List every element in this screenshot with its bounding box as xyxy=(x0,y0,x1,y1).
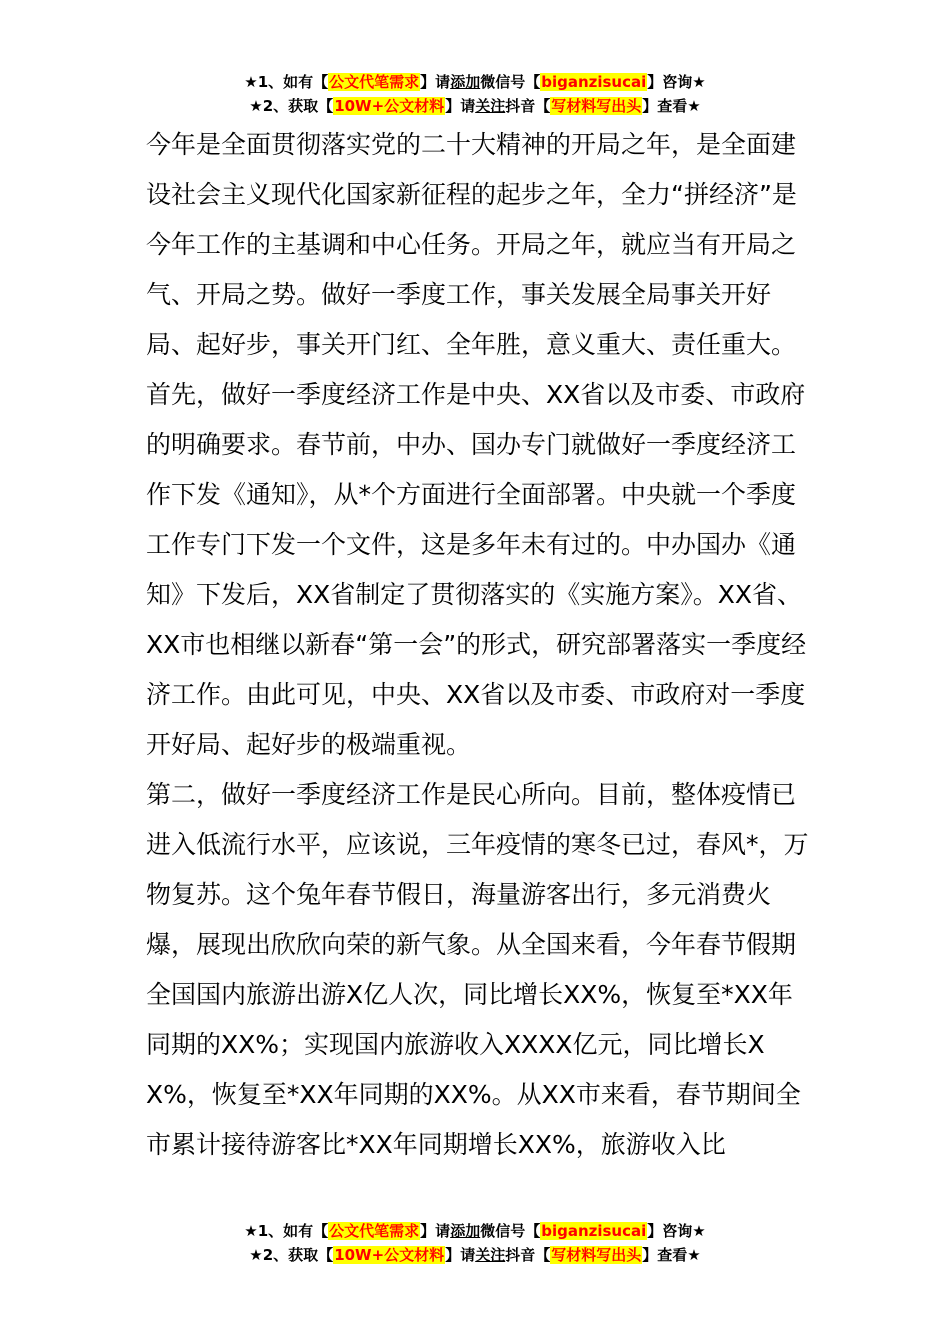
banner-line-2 xyxy=(0,1243,950,1267)
header-banner xyxy=(0,70,950,118)
banner-text: 抖音【 xyxy=(505,1246,551,1264)
paragraph-intro: 今年是全面贯彻落实党的二十大精神的开局之年，是全面建设社会主义现代化国家新征程的起步之年，全力“拼经济”是今年工作的主基调和中心任务。开局之年，就应当有开局之气、开局之势。做好一季度工作，事关发展全局事关开好局、起好步，事关开门红、全年胜，意义重大、责任重大。 xyxy=(146,130,797,359)
underlined-text: 关注 xyxy=(475,1246,506,1264)
banner-text: 】查看★ xyxy=(642,1246,701,1264)
star-icon: ★ xyxy=(249,1246,263,1264)
highlight-douyin-account: 写材料写出头 xyxy=(551,97,642,115)
highlight-douyin-account: 写材料写出头 xyxy=(551,1246,642,1264)
star-icon: ★ xyxy=(249,97,263,115)
banner-text: 】请 xyxy=(420,73,451,91)
banner-text: 2、获取【 xyxy=(262,1246,334,1264)
paragraph-second: 第二，做好一季度经济工作是民心所向。目前，整体疫情已进入低流行水平，应该说，三年疫情的寒冬已过，春风*，万物复苏。这个兔年春节假日，海量游客出行，多元消费火爆，展现出欣欣向荣的新气象。从全国来看，今年春节假期全国国内旅游出游X亿人次，同比增长XX%，恢复至*XX年同期的XX%；实现国内旅游收入XXXX亿元，同比增长XX%，恢复至*XX年同期的XX%。从XX市来看，春节期间全市累计接待游客比*XX年同期增长XX%，旅游收入比 xyxy=(146,780,809,1159)
highlight-materials: 10W+公文材料 xyxy=(334,97,445,115)
banner-text: 】咨询★ xyxy=(647,73,706,91)
banner-text: 1、如有【 xyxy=(257,73,329,91)
banner-text: 微信号【 xyxy=(480,1222,541,1240)
banner-text: 1、如有【 xyxy=(257,1222,329,1240)
highlight-ghostwriting: 公文代笔需求 xyxy=(329,73,420,91)
underlined-text: 关注 xyxy=(475,97,506,115)
banner-line-2 xyxy=(0,94,950,118)
highlight-ghostwriting: 公文代笔需求 xyxy=(329,1222,420,1240)
highlight-wechat-id: biganzisucai xyxy=(541,73,647,91)
banner-line-1 xyxy=(0,70,950,94)
banner-text: 微信号【 xyxy=(480,73,541,91)
banner-text: 】咨询★ xyxy=(647,1222,706,1240)
paragraph-first: 首先，做好一季度经济工作是中央、XX省以及市委、市政府的明确要求。春节前，中办、国办专门就做好一季度经济工作下发《通知》，从*个方面进行全面部署。中央就一个季度工作专门下发一个文件，这是多年未有过的。中办国办《通知》下发后，XX省制定了贯彻落实的《实施方案》。XX省、XX市也相继以新春“第一会”的形式，研究部署落实一季度经济工作。由此可见，中央、XX省以及市委、市政府对一季度开好局、起好步的极端重视。 xyxy=(146,380,807,759)
underlined-text: 添加 xyxy=(450,73,481,91)
footer-banner xyxy=(0,1219,950,1267)
star-icon: ★ xyxy=(244,73,258,91)
star-icon: ★ xyxy=(244,1222,258,1240)
banner-text: 抖音【 xyxy=(505,97,551,115)
highlight-wechat-id: biganzisucai xyxy=(541,1222,647,1240)
banner-text: 】请 xyxy=(420,1222,451,1240)
highlight-materials: 10W+公文材料 xyxy=(334,1246,445,1264)
banner-line-1 xyxy=(0,1219,950,1243)
banner-text: 】请 xyxy=(445,97,476,115)
banner-text: 】请 xyxy=(445,1246,476,1264)
banner-text: 2、获取【 xyxy=(262,97,334,115)
document-body xyxy=(146,120,814,1170)
underlined-text: 添加 xyxy=(450,1222,481,1240)
banner-text: 】查看★ xyxy=(642,97,701,115)
